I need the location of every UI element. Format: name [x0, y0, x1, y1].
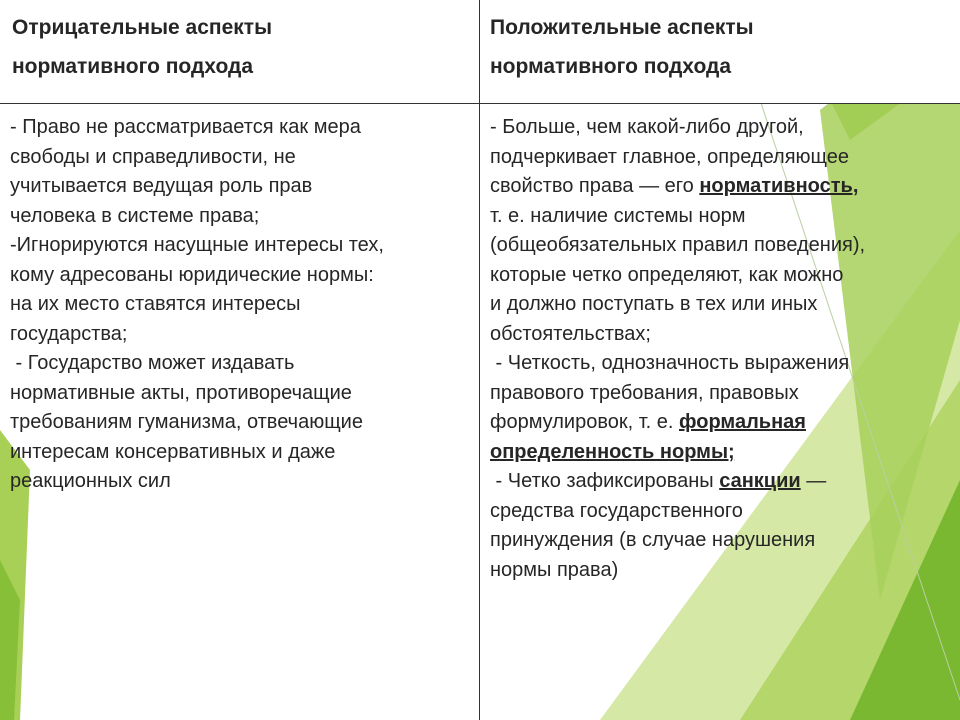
positive-aspects-text — [490, 113, 865, 585]
key-term: санкции — [719, 470, 801, 492]
header-positive-line: нормативного подхода — [490, 55, 732, 78]
negative-aspect-line: государства; — [10, 322, 128, 345]
positive-aspect-line: - Четкость, однозначность выражения — [490, 352, 850, 374]
positive-aspect-line: подчеркивает главное, определяющее — [490, 145, 850, 168]
negative-aspect-line: свободы и справедливости, не — [10, 145, 296, 168]
positive-aspect-line: которые четко определяют, как можно — [490, 263, 844, 286]
header-negative — [0, 0, 480, 104]
header-positive — [480, 0, 960, 104]
negative-aspect-line: кому адресованы юридические нормы: — [10, 263, 374, 286]
positive-aspect-line: - Четко зафиксированы санкции — — [490, 470, 827, 492]
negative-aspect-line: требованиям гуманизма, отвечающие — [10, 411, 363, 433]
positive-aspect-line: средства государственного — [490, 499, 743, 522]
positive-aspect-line: т. е. наличие системы норм — [490, 204, 746, 227]
key-term: определенность нормы; — [490, 440, 735, 463]
negative-aspect-line: человека в системе права; — [10, 204, 260, 227]
positive-aspect-line: формулировок, т. е. формальная — [490, 411, 806, 433]
positive-aspects-cell — [480, 104, 960, 720]
positive-aspect-line: обстоятельствах; — [490, 322, 651, 345]
negative-aspect-line: нормативные акты, противоречащие — [10, 381, 352, 404]
negative-aspects-text — [10, 113, 384, 497]
negative-aspect-line: - Право не рассматривается как мера — [10, 116, 361, 138]
negative-aspect-line: интересам консервативных и даже — [10, 440, 336, 463]
header-positive-text — [490, 8, 754, 86]
positive-aspect-line: (общеобязательных правил поведения), — [490, 234, 866, 256]
key-term: нормативность, — [699, 175, 859, 197]
negative-aspects-cell — [0, 104, 480, 720]
header-negative-line: нормативного подхода — [12, 55, 254, 78]
positive-aspect-line: и должно поступать в тех или иных — [490, 293, 818, 315]
negative-aspect-line: -Игнорируются насущные интересы тех, — [10, 234, 384, 256]
header-negative-line: Отрицательные аспекты — [12, 16, 272, 39]
negative-aspect-line: - Государство может издавать — [10, 352, 295, 374]
header-positive-line: Положительные аспекты — [490, 16, 754, 39]
key-term: формальная — [679, 411, 806, 433]
negative-aspect-line: реакционных сил — [10, 470, 171, 492]
positive-aspect-line: правового требования, правовых — [490, 381, 799, 404]
positive-aspect-line — [490, 438, 865, 468]
positive-aspect-line: нормы права) — [490, 558, 619, 581]
negative-aspect-line: на их место ставятся интересы — [10, 293, 301, 315]
positive-aspect-line: свойство права — его нормативность, — [490, 175, 859, 197]
header-negative-text — [12, 8, 272, 86]
positive-aspect-line: принуждения (в случае нарушения — [490, 529, 816, 551]
negative-aspect-line: учитывается ведущая роль прав — [10, 175, 313, 197]
positive-aspect-line: - Больше, чем какой-либо другой, — [490, 116, 804, 138]
